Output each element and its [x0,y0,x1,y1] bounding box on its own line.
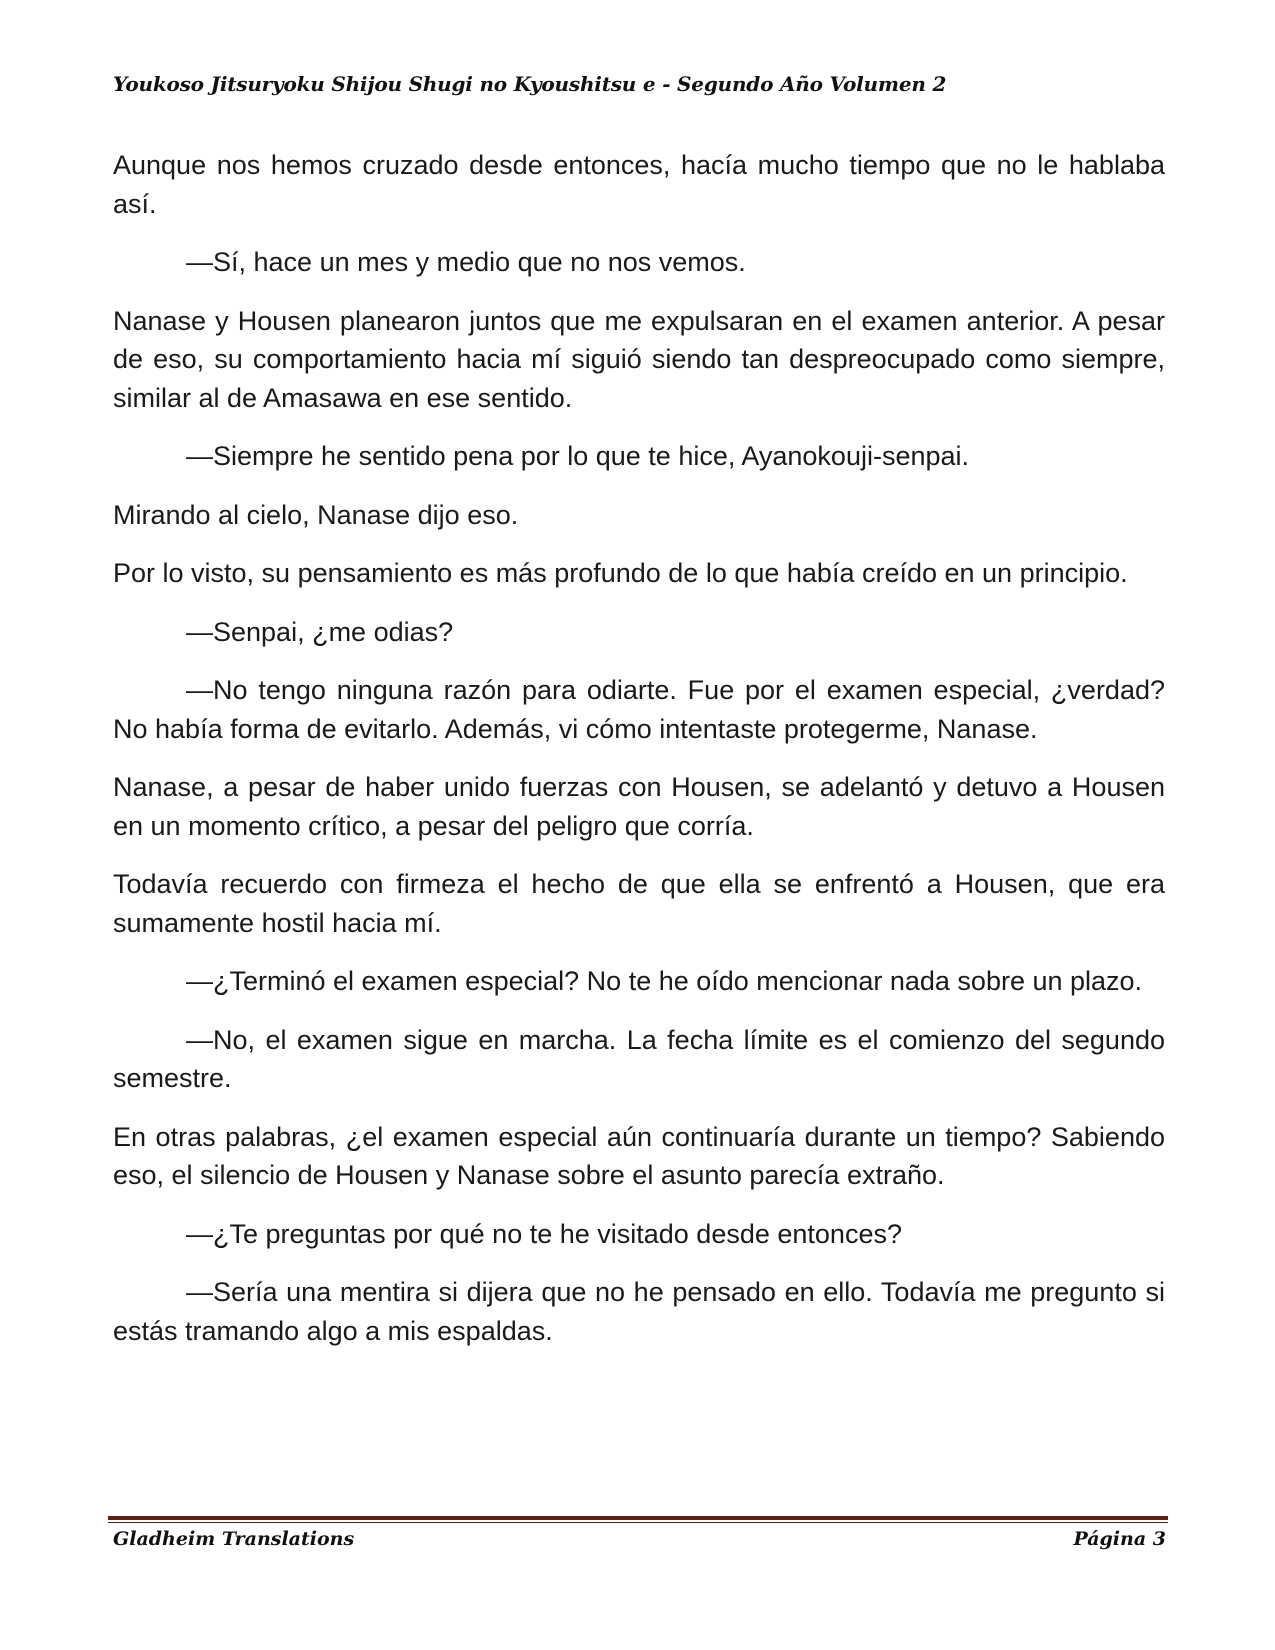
paragraph: —Siempre he sentido pena por lo que te hice, Ayanokouji-senpai. [186,441,970,471]
page-number: Página 3 [1073,1528,1166,1550]
paragraph: Nanase y Housen planearon juntos que me expulsaran en el examen anterior. A pesar de eso, su comportamiento hacia mí siguió siendo tan despreocupado como siempre, similar al de Amasawa en ese sentido. [113,305,1165,413]
paragraph: —Sería una mentira si dijera que no he pensado en ello. Todavía me pregunto si estás tramando algo a mis espaldas. [113,1277,1165,1346]
footer-divider-thin-line [108,1522,1168,1523]
paragraph: Por lo visto, su pensamiento es más profundo de lo que había creído en un principio. [113,558,1128,588]
footer-divider [108,1516,1168,1525]
paragraph: Nanase, a pesar de haber unido fuerzas con Housen, se adelantó y detuvo a Housen en un momento crítico, a pesar del peligro que corría. [113,772,1165,841]
footer-divider-thick-line [108,1516,1168,1520]
paragraph: Mirando al cielo, Nanase dijo eso. [113,499,519,530]
paragraph: Todavía recuerdo con firmeza el hecho de que ella se enfrentó a Housen, que era sumamente hostil hacia mí. [113,869,1165,938]
paragraph: —No, el examen sigue en marcha. La fecha límite es el comienzo del segundo semestre. [113,1024,1165,1093]
paragraph: En otras palabras, ¿el examen especial aún continuaría durante un tiempo? Sabiendo eso, el silencio de Housen y Nanase sobre el asunto parecía extraño. [113,1121,1165,1190]
page-header-title: Youkoso Jitsuryoku Shijou Shugi no Kyoushitsu e - Segundo Año Volumen 2 [113,72,947,96]
footer-credit: Gladheim Translations [113,1528,355,1550]
paragraph: —Sí, hace un mes y medio que no nos vemos. [186,247,746,277]
paragraph: —No tengo ninguna razón para odiarte. Fue por el examen especial, ¿verdad? No había forma de evitarlo. Además, vi cómo intentaste protegerme, Nanase. [113,675,1165,744]
paragraph: —Senpai, ¿me odias? [186,616,454,647]
paragraph: Aunque nos hemos cruzado desde entonces, hacía mucho tiempo que no le hablaba así. [113,150,1165,219]
paragraph: —¿Terminó el examen especial? No te he oído mencionar nada sobre un plazo. [186,966,1143,996]
document-body [113,146,1165,1370]
paragraph: —¿Te preguntas por qué no te he visitado desde entonces? [186,1218,902,1249]
